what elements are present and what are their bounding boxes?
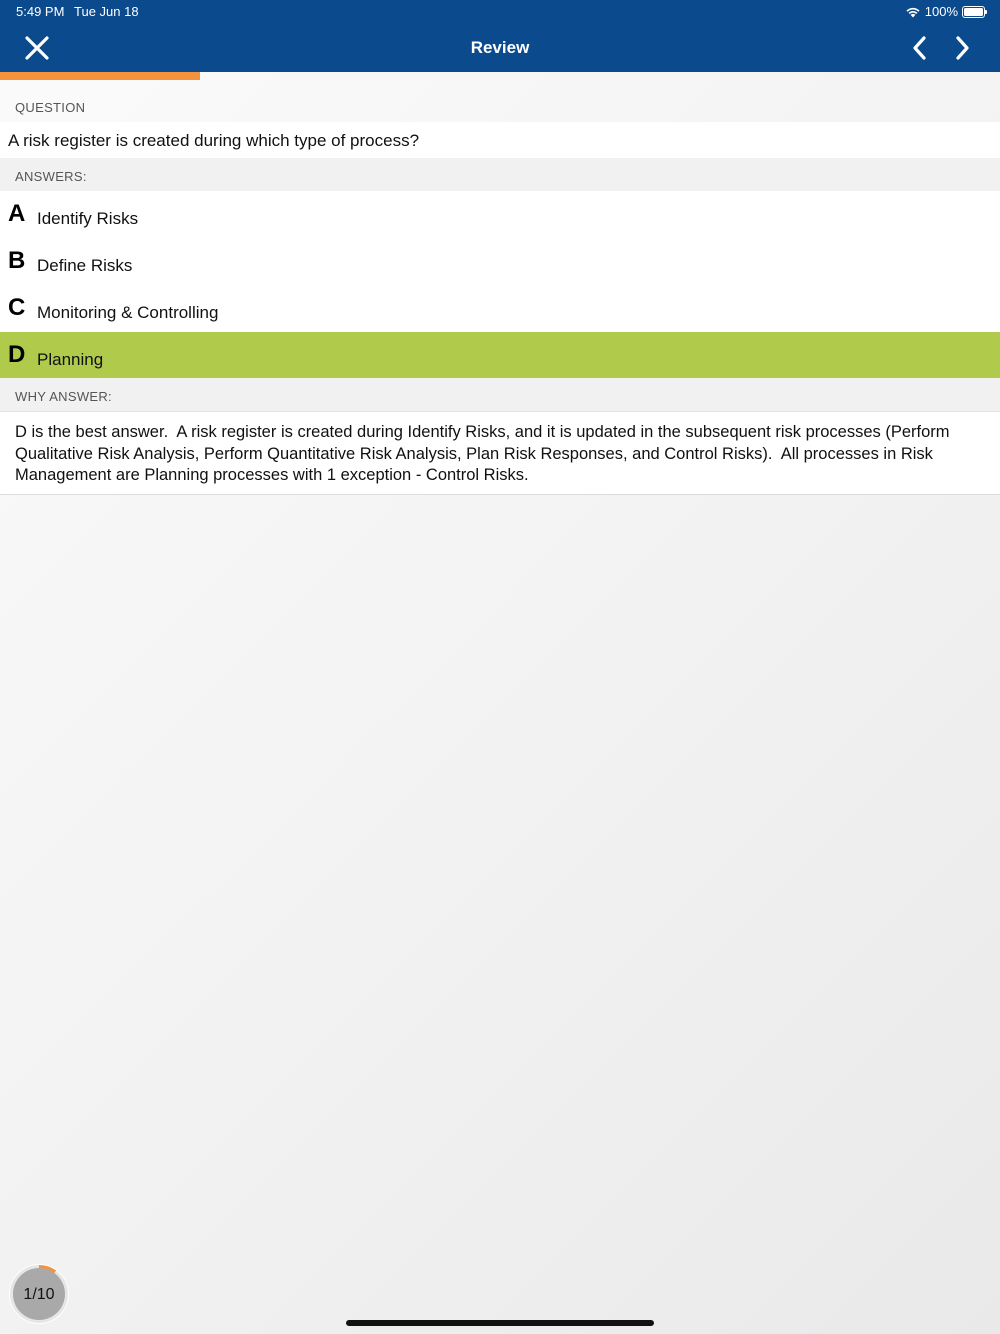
why-label-band [0,378,1000,411]
previous-question-button[interactable] [906,34,934,62]
answer-text: Define Risks [37,256,133,275]
answer-text: Identify Risks [37,209,139,228]
answer-letter: A [8,200,26,227]
wifi-icon [905,6,921,18]
answer-option-c[interactable] [0,285,1000,332]
counter-text: 1/10 [23,1286,55,1303]
status-date: Tue Jun 18 [74,4,139,19]
page-title: Review [470,38,530,57]
answer-letter: C [8,294,26,321]
status-time: 5:49 PM [16,4,65,19]
close-icon [22,33,52,63]
next-question-button[interactable] [948,34,976,62]
answer-text: Planning [37,350,104,369]
battery-icon [962,6,986,18]
answers-label: ANSWERS: [15,169,87,184]
question-counter[interactable] [8,1263,72,1327]
answers-list [0,191,1000,378]
question-text: A risk register is created during which type of process? [8,131,420,150]
home-indicator [346,1320,654,1326]
header-bar [0,0,1000,72]
answer-option-b[interactable] [0,238,1000,285]
explanation-text: D is the best answer. A risk register is created during Identify Risks, and it is updated in the subsequent risk processes (Perform Qualitative Risk Analysis, Perform Quantitative Risk Analysis, Plan Risk Responses, and Control Risks). All processes in Risk Management are Planning processes with 1 exception - Control Risks. [15,423,955,484]
answer-option-a[interactable] [0,191,1000,238]
close-button[interactable] [22,33,52,63]
status-indicators [905,4,986,20]
progress-bar [0,72,1000,80]
explanation-card [0,411,1000,495]
why-answer-label: WHY ANSWER: [15,389,112,404]
chevron-right-icon [948,34,976,62]
question-label: QUESTION [15,100,86,115]
chevron-left-icon [906,34,934,62]
answer-option-d[interactable] [0,332,1000,379]
progress-fill [0,72,200,80]
answers-label-band [0,158,1000,191]
battery-percent: 100% [924,4,958,19]
question-card [0,122,1000,158]
answer-letter: B [8,247,26,274]
answer-text: Monitoring & Controlling [37,303,219,322]
answer-letter: D [8,341,26,368]
